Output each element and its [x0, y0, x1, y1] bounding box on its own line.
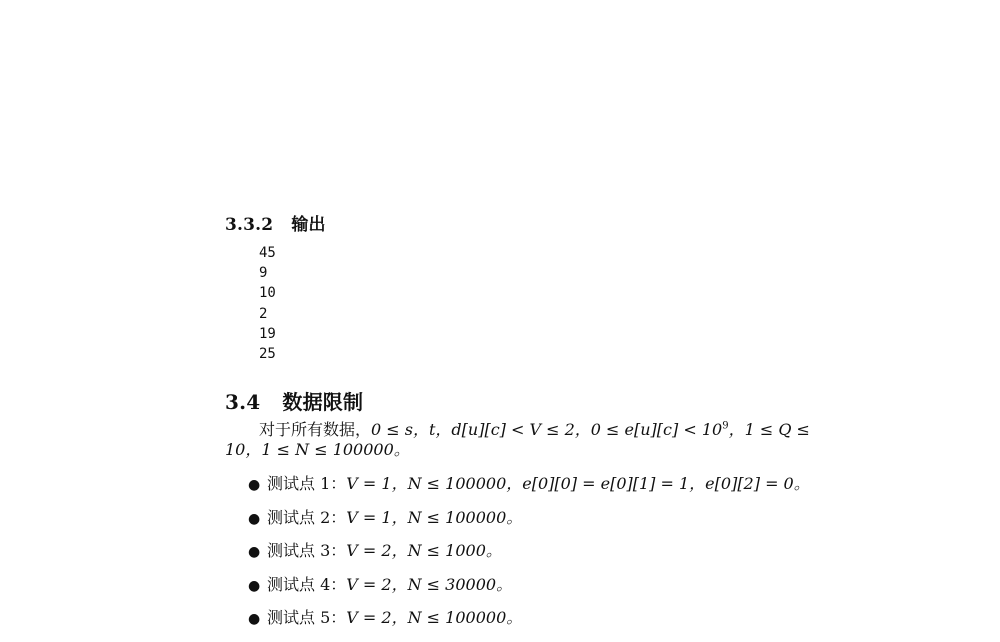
bullet-icon: ● [248, 544, 261, 560]
constraints-paragraph [225, 420, 810, 460]
constraints-math: 0 ≤ s，t，d[u][c] < V ≤ 2，0 ≤ e[u][c] < 10 [371, 420, 723, 439]
constraints-line-2: 10，1 ≤ N ≤ 100000。 [225, 440, 410, 459]
list-item [248, 575, 810, 609]
testpoint-label: 测试点 1： [267, 474, 347, 493]
testpoint-label: 测试点 3： [267, 541, 347, 560]
list-item [248, 474, 810, 508]
constraints-prefix: 对于所有数据， [259, 420, 372, 439]
testpoint-label: 测试点 5： [267, 608, 347, 627]
section-heading [225, 386, 363, 415]
output-line: 19 [259, 325, 276, 342]
subsection-heading [225, 210, 326, 235]
bullet-icon: ● [248, 611, 261, 627]
testpoint-text: V = 1，N ≤ 100000，e[0][0] = e[0][1] = 1，e[0][2] = 0。 [346, 474, 810, 493]
output-line: 9 [259, 265, 268, 282]
constraints-line-1 [225, 420, 810, 440]
testpoint-label: 测试点 4： [267, 574, 347, 594]
list-item [248, 541, 810, 575]
subsection-number: 3.3.2 [225, 215, 274, 235]
output-block [259, 243, 276, 364]
testpoint-text: V = 2，N ≤ 100000。 [346, 608, 523, 627]
testpoint-text: V = 2，N ≤ 30000。 [346, 574, 513, 594]
output-line: 45 [259, 245, 276, 261]
output-line: 10 [259, 285, 276, 302]
bullet-icon: ● [248, 577, 261, 594]
testpoint-list [248, 474, 810, 642]
testpoint-text: V = 2，N ≤ 1000。 [346, 541, 502, 560]
section-title: 数据限制 [282, 390, 364, 414]
constraints-suffix: ，1 ≤ Q ≤ [728, 420, 810, 439]
testpoint-text: V = 1，N ≤ 100000。 [346, 507, 523, 527]
bullet-icon: ● [248, 477, 261, 493]
output-line: 25 [259, 346, 276, 363]
bullet-icon: ● [248, 510, 261, 527]
list-item [248, 608, 810, 642]
output-line: 2 [259, 305, 268, 322]
constraints-exponent: 9 [722, 420, 729, 432]
testpoint-label: 测试点 2： [267, 507, 347, 527]
list-item [248, 508, 810, 542]
subsection-title: 输出 [291, 215, 326, 235]
section-number: 3.4 [225, 390, 261, 414]
